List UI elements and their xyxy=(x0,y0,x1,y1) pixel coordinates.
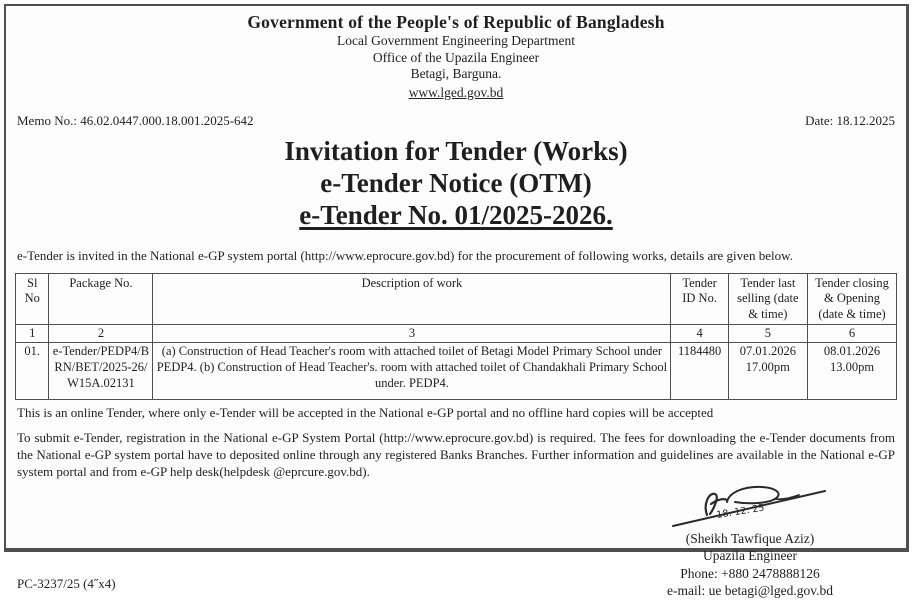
signatory-name: (Sheikh Tawfique Aziz) xyxy=(685,531,815,547)
office-name: Office of the Upazila Engineer xyxy=(372,49,540,65)
government-name: Government of the People's of Republic of Bangladesh xyxy=(247,12,665,32)
letterhead xyxy=(15,12,897,102)
signatory-designation: Upazila Engineer xyxy=(702,548,798,564)
cell-description: (a) Construction of Head Teacher's room with attached toilet of Betagi Model Primary School under PEDP4. (b) Construction of Head Teacher's. room with attached toilet of Chandakhali Primary School under. PEDP4. xyxy=(153,343,671,400)
memo-row xyxy=(15,113,897,129)
document-page xyxy=(4,4,909,599)
table-header-row xyxy=(16,273,897,324)
tender-table xyxy=(15,273,897,401)
online-tender-note: This is an online Tender, where only e-Tender will be accepted in the National e-GP portal and no offline hard copies will be accepted xyxy=(17,405,714,421)
cell-tender-id: 1184480 xyxy=(671,343,728,400)
closing-time: 13.00pm xyxy=(829,359,875,374)
col-num-3: 3 xyxy=(153,324,671,343)
press-reference: PC-3237/25 (4˝x4) xyxy=(17,576,116,592)
department-name: Local Government Engineering Department xyxy=(336,33,576,49)
header-sl-no: Sl No xyxy=(16,273,49,324)
signature-block xyxy=(625,482,875,599)
table-row xyxy=(16,343,897,400)
website-link: www.lged.gov.bd xyxy=(408,84,504,100)
cell-package-no: e-Tender/PEDP4/BRN/BET/2025-26/W15A.02131 xyxy=(49,343,153,400)
cell-closing-opening xyxy=(808,343,897,400)
header-package-no: Package No. xyxy=(49,273,153,324)
col-num-2: 2 xyxy=(49,324,153,343)
memo-number: Memo No.: 46.02.0447.000.18.001.2025-642 xyxy=(17,113,254,129)
closing-date: 08.01.2026 xyxy=(823,344,881,359)
col-num-6: 6 xyxy=(808,324,897,343)
header-closing-opening: Tender closing & Opening (date & time) xyxy=(808,273,897,324)
col-num-4: 4 xyxy=(671,324,728,343)
office-location: Betagi, Barguna. xyxy=(410,66,502,82)
notice-title xyxy=(15,136,897,232)
memo-date: Date: 18.12.2025 xyxy=(805,113,895,129)
col-num-1: 1 xyxy=(16,324,49,343)
header-tender-id: Tender ID No. xyxy=(671,273,728,324)
cell-sl-no: 01. xyxy=(16,343,49,400)
title-line-3: e-Tender No. 01/2025-2026. xyxy=(299,199,613,230)
intro-paragraph: e-Tender is invited in the National e-GP system portal (http://www.eprocure.gov.bd) for the procurement of following works, details are given below. xyxy=(17,247,793,263)
column-number-row xyxy=(16,324,897,343)
header-description: Description of work xyxy=(153,273,671,324)
submission-note: To submit e-Tender, registration in the National e-GP System Portal (http://www.eprocure.gov.bd) is required. The fees for downloading the e-Tender documents from the National e-GP system portal have to deposited online through any registered Banks Branches. Further information and guidelines are available in the National e-GP system portal and from e-GP help desk(helpdesk @eprcure.gov.bd). xyxy=(17,430,895,479)
last-selling-time: 17.00pm xyxy=(745,359,790,374)
cell-last-selling xyxy=(728,343,807,400)
signature-date-text: 18. 12. 25 xyxy=(715,502,766,522)
title-line-1: Invitation for Tender (Works) xyxy=(284,136,628,167)
col-num-5: 5 xyxy=(728,324,807,343)
header-last-selling: Tender last selling (date & time) xyxy=(728,273,807,324)
signatory-email: e-mail: ue betagi@lged.gov.bd xyxy=(666,583,833,599)
last-selling-date: 07.01.2026 xyxy=(739,344,796,359)
title-line-2: e-Tender Notice (OTM) xyxy=(320,168,592,199)
handwritten-signature-icon xyxy=(665,482,835,532)
signatory-phone: Phone: +880 2478888126 xyxy=(680,565,820,581)
bottom-area xyxy=(15,482,897,602)
